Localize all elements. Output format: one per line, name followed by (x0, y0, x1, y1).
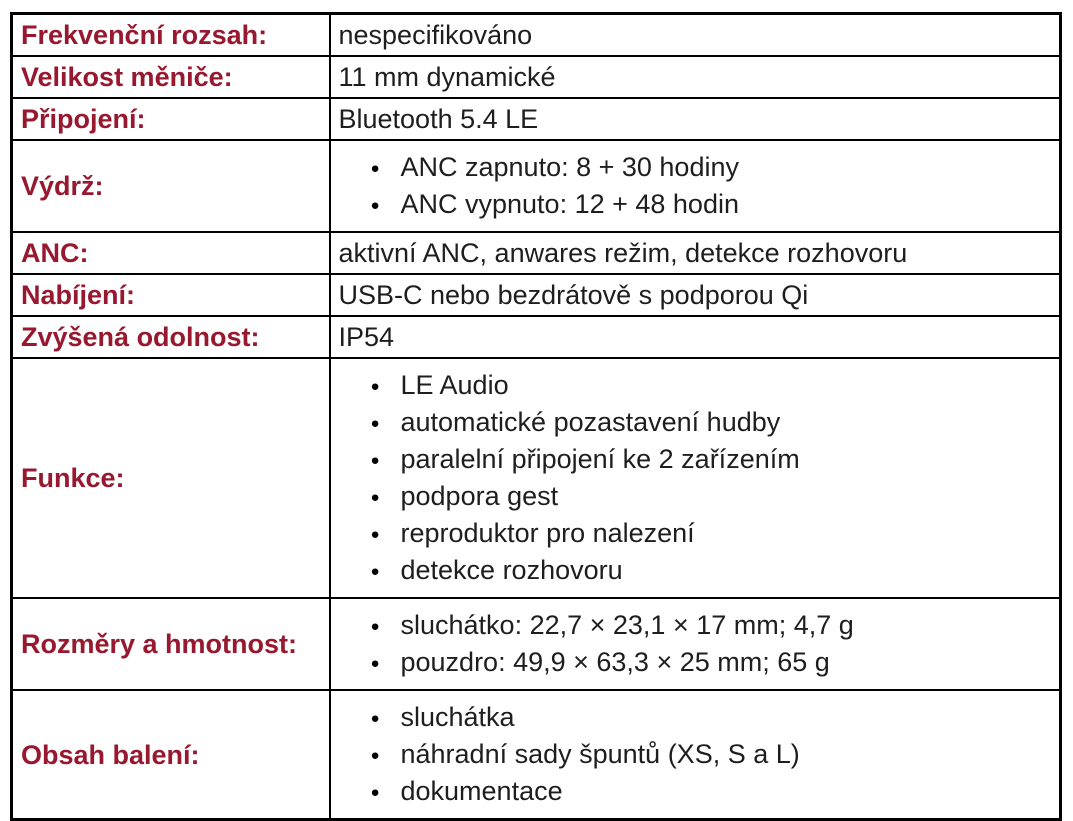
list-item: ● automatické pozastavení hudby (401, 404, 1052, 441)
spec-label: Rozměry a hmotnost: (12, 598, 330, 690)
list-item: ● detekce rozhovoru (401, 552, 1052, 589)
spec-label: Funkce: (12, 358, 330, 598)
spec-label: Výdrž: (12, 140, 330, 232)
table-row (12, 598, 1061, 690)
table-row (12, 358, 1061, 598)
spec-label: Připojení: (12, 98, 330, 140)
list-item: ● podpora gest (401, 478, 1052, 515)
list-item: ● dokumentace (401, 773, 1052, 810)
spec-value-list (339, 607, 1052, 681)
table-row (12, 232, 1061, 274)
table-row (12, 14, 1061, 57)
list-item: ● pouzdro: 49,9 × 63,3 × 25 mm; 65 g (401, 644, 1052, 681)
spec-value: USB-C nebo bezdrátově s podporou Qi (330, 274, 1061, 316)
spec-label: Frekvenční rozsah: (12, 14, 330, 57)
list-item: ● ANC zapnuto: 8 + 30 hodiny (401, 149, 1052, 186)
table-row (12, 690, 1061, 820)
table-row (12, 56, 1061, 98)
list-item: ● paralelní připojení ke 2 zařízením (401, 441, 1052, 478)
spec-value-list (339, 699, 1052, 810)
spec-value-list (339, 149, 1052, 223)
list-item: ● LE Audio (401, 367, 1052, 404)
list-item: ● náhradní sady špuntů (XS, S a L) (401, 736, 1052, 773)
spec-value-list (339, 367, 1052, 589)
spec-value (330, 140, 1061, 232)
spec-value: Bluetooth 5.4 LE (330, 98, 1061, 140)
spec-table (10, 12, 1062, 821)
spec-value: IP54 (330, 316, 1061, 358)
spec-value (330, 690, 1061, 820)
spec-label: Obsah balení: (12, 690, 330, 820)
table-row (12, 316, 1061, 358)
list-item: ● ANC vypnuto: 12 + 48 hodin (401, 186, 1052, 223)
list-item: ● sluchátko: 22,7 × 23,1 × 17 mm; 4,7 g (401, 607, 1052, 644)
table-row (12, 98, 1061, 140)
list-item: ● reproduktor pro nalezení (401, 515, 1052, 552)
spec-label: Nabíjení: (12, 274, 330, 316)
spec-value: 11 mm dynamické (330, 56, 1061, 98)
spec-table-body (12, 14, 1061, 820)
spec-label: Velikost měniče: (12, 56, 330, 98)
list-item: ● sluchátka (401, 699, 1052, 736)
table-row (12, 140, 1061, 232)
spec-value: nespecifikováno (330, 14, 1061, 57)
spec-label: ANC: (12, 232, 330, 274)
table-row (12, 274, 1061, 316)
spec-label: Zvýšená odolnost: (12, 316, 330, 358)
spec-value (330, 598, 1061, 690)
spec-value: aktivní ANC, anwares režim, detekce rozhovoru (330, 232, 1061, 274)
spec-value (330, 358, 1061, 598)
